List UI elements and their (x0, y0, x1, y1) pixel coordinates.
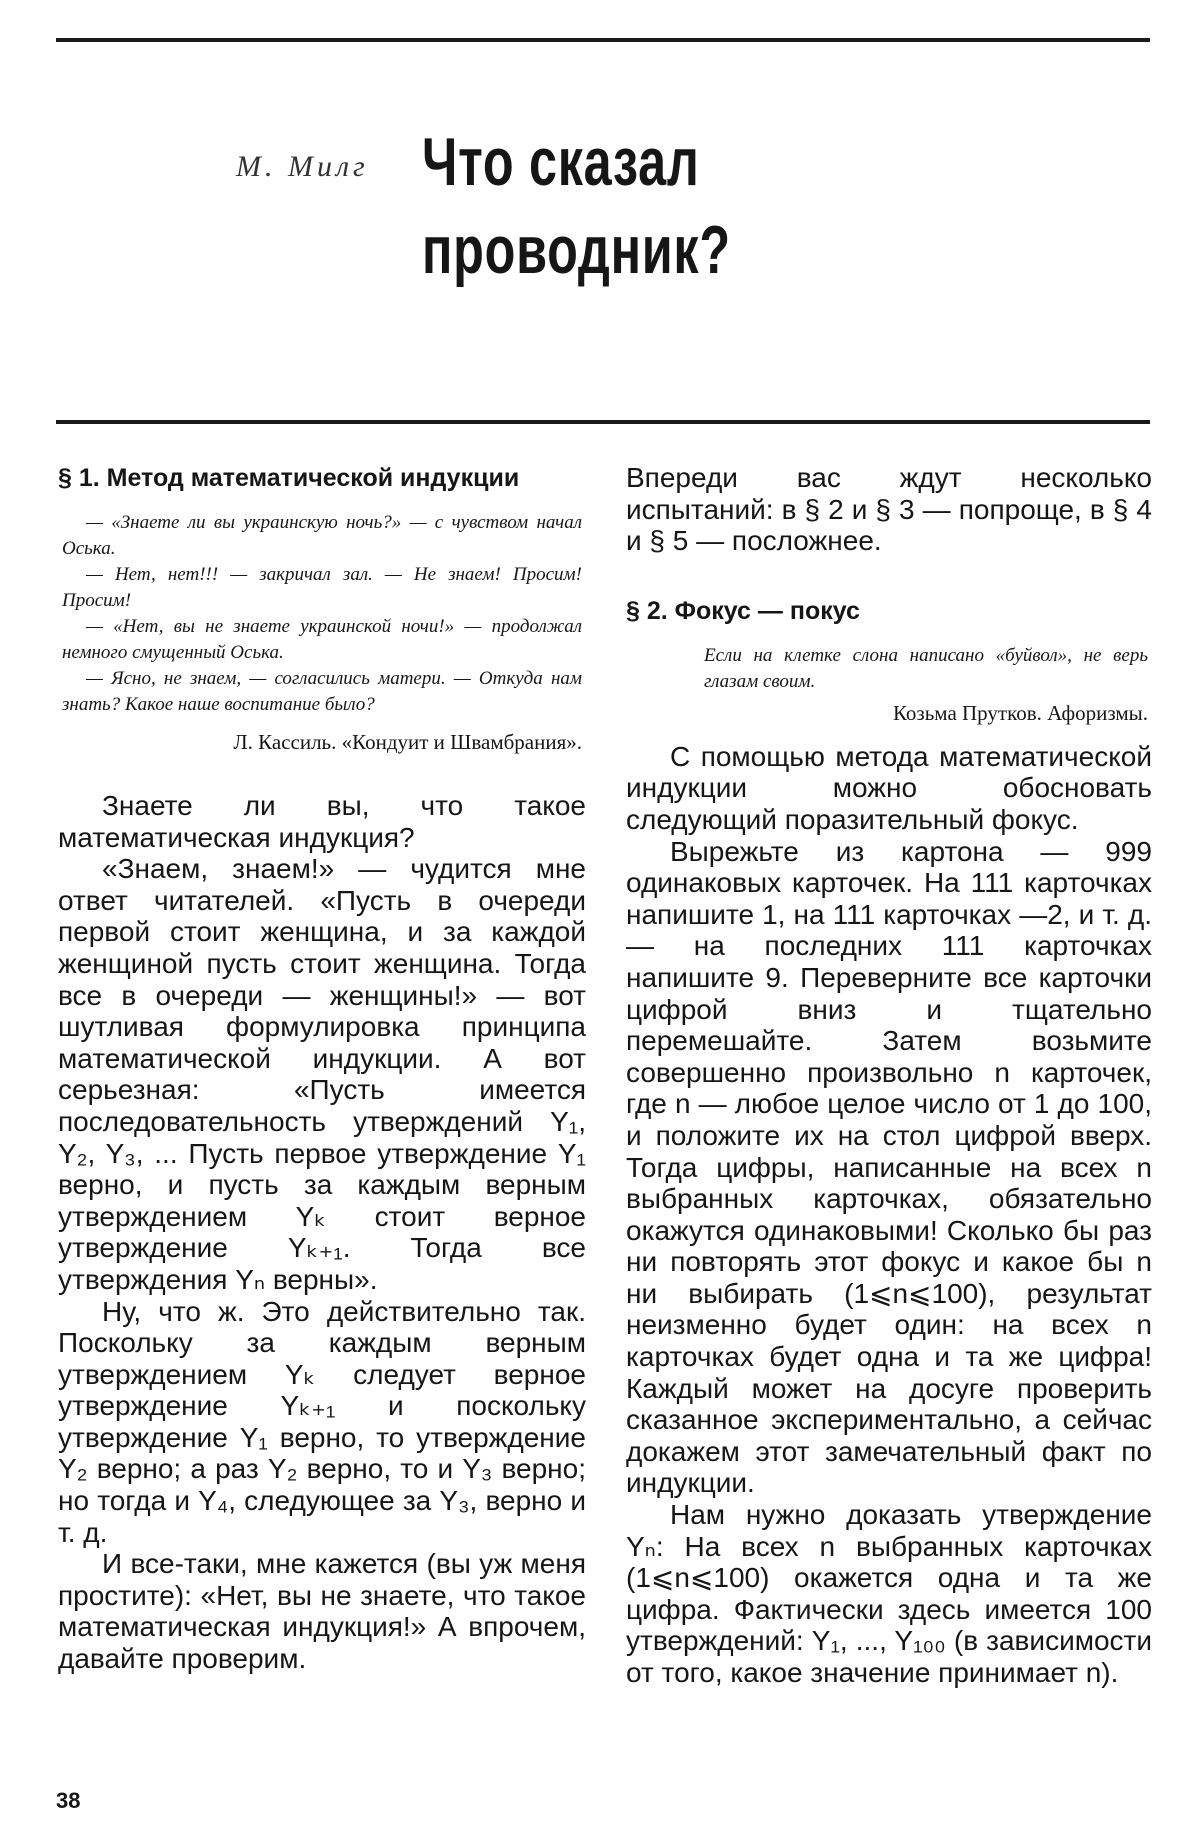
body-paragraph: Знаете ли вы, что такое математическая индукция? (58, 790, 586, 853)
body-paragraph: Вырежьте из картона — 999 одинаковых карточек. На 111 карточках напишите 1, на 111 карточках —2, и т. д. — на последних 111 карточках напишите 9. Переверните все карточки цифрой вниз и тщательно перемешайте. Затем возьмите совершенно произвольно n карточек, где n — любое целое число от 1 до 100, и положите их на стол цифрой вверх. Тогда цифры, написанные на всех n выбранных карточках, обязательно окажутся одинаковыми! Сколько бы раз ни повторять этот фокус и какое бы n ни выбирать (1⩽n⩽100), результат неизменно будет один: на всех n карточках будет одна и та же цифра! Каждый может на досуге проверить сказанное экспериментально, а сейчас докажем этот замечательный факт по индукции. (626, 835, 1152, 1499)
article-author: М. Милг (236, 150, 369, 183)
section-2-epigraph (704, 643, 1148, 695)
section-2-body (626, 741, 1152, 1689)
section-1-epigraph-source: Л. Кассиль. «Кондуит и Швамбрания». (233, 730, 582, 754)
epigraph-line: — «Знаете ли вы украинскую ночь?» — с чувством начал Оська. (62, 512, 582, 559)
section-rule (56, 420, 1150, 424)
page-number: 38 (56, 1788, 81, 1813)
top-rule (56, 38, 1150, 42)
article-title (422, 118, 762, 294)
section-1-heading: § 1. Метод математической индукции (58, 464, 520, 492)
body-paragraph: Ну, что ж. Это действительно так. Поскольку за каждым верным утверждением Yₖ следует верное утверждение Yₖ₊₁ и поскольку утверждение Y₁ верно, то утверждение Y₂ верно; а раз Y₂ верно, то и Y₃ верно; но тогда и Y₄, следующее за Y₃, верно и т. д. (58, 1295, 586, 1548)
body-paragraph: «Знаем, знаем!» — чудится мне ответ читателей. «Пусть в очереди первой стоит женщина, и за каждой женщиной пусть стоит женщина. Тогда все в очереди — женщины!» — вот шутливая формулировка принципа математической индукции. А вот серьезная: «Пусть имеется последовательность утверждений Y₁, Y₂, Y₃, ... Пусть первое утверждение Y₁ верно, и пусть за каждым верным утверждением Yₖ стоит верное утверждение Yₖ₊₁. Тогда все утверждения Yₙ верны». (58, 853, 586, 1295)
body-paragraph: И все-таки, мне кажется (вы уж меня простите): «Нет, вы не знаете, что такое математическая индукция!» А впрочем, давайте проверим. (58, 1548, 586, 1675)
intro-paragraph: Впереди вас ждут несколько испытаний: в § 2 и § 3 — попроще, в § 4 и § 5 — посложнее. (626, 462, 1152, 557)
title-line-2: проводник? (422, 212, 731, 288)
section-2-epigraph-source: Козьма Прутков. Афоризмы. (892, 700, 1148, 725)
epigraph-line: — Нет, нет!!! — закричал зал. — Не знаем! Просим! Просим! (62, 564, 582, 611)
epigraph-line: Если на клетке слона написано «буйвол», не верь глазам своим. (704, 644, 1148, 692)
section-1-body (58, 790, 586, 1675)
title-line-1: Что сказал (422, 124, 700, 200)
body-paragraph: Нам нужно доказать утверждение Yₙ: На всех n выбранных карточках (1⩽n⩽100) окажется одна и та же цифра. Фактически здесь имеется 100 утверждений: Y₁, ..., Y₁₀₀ (в зависимости от того, какое значение принимает n). (626, 1499, 1152, 1688)
left-column (58, 462, 586, 1675)
epigraph-line: — Ясно, не знаем, — согласились матери. — Откуда нам знать? Какое наше воспитание было? (62, 668, 582, 715)
right-column (626, 462, 1152, 1689)
body-paragraph: С помощью метода математической индукции можно обосновать следующий поразительный фокус. (626, 740, 1152, 835)
epigraph-line: — «Нет, вы не знаете украинской ночи!» — продолжал немного смущенный Оська. (62, 616, 582, 663)
section-1-epigraph (62, 510, 582, 718)
right-intro (626, 462, 1152, 557)
section-2-heading: § 2. Фокус — покус (626, 596, 860, 625)
